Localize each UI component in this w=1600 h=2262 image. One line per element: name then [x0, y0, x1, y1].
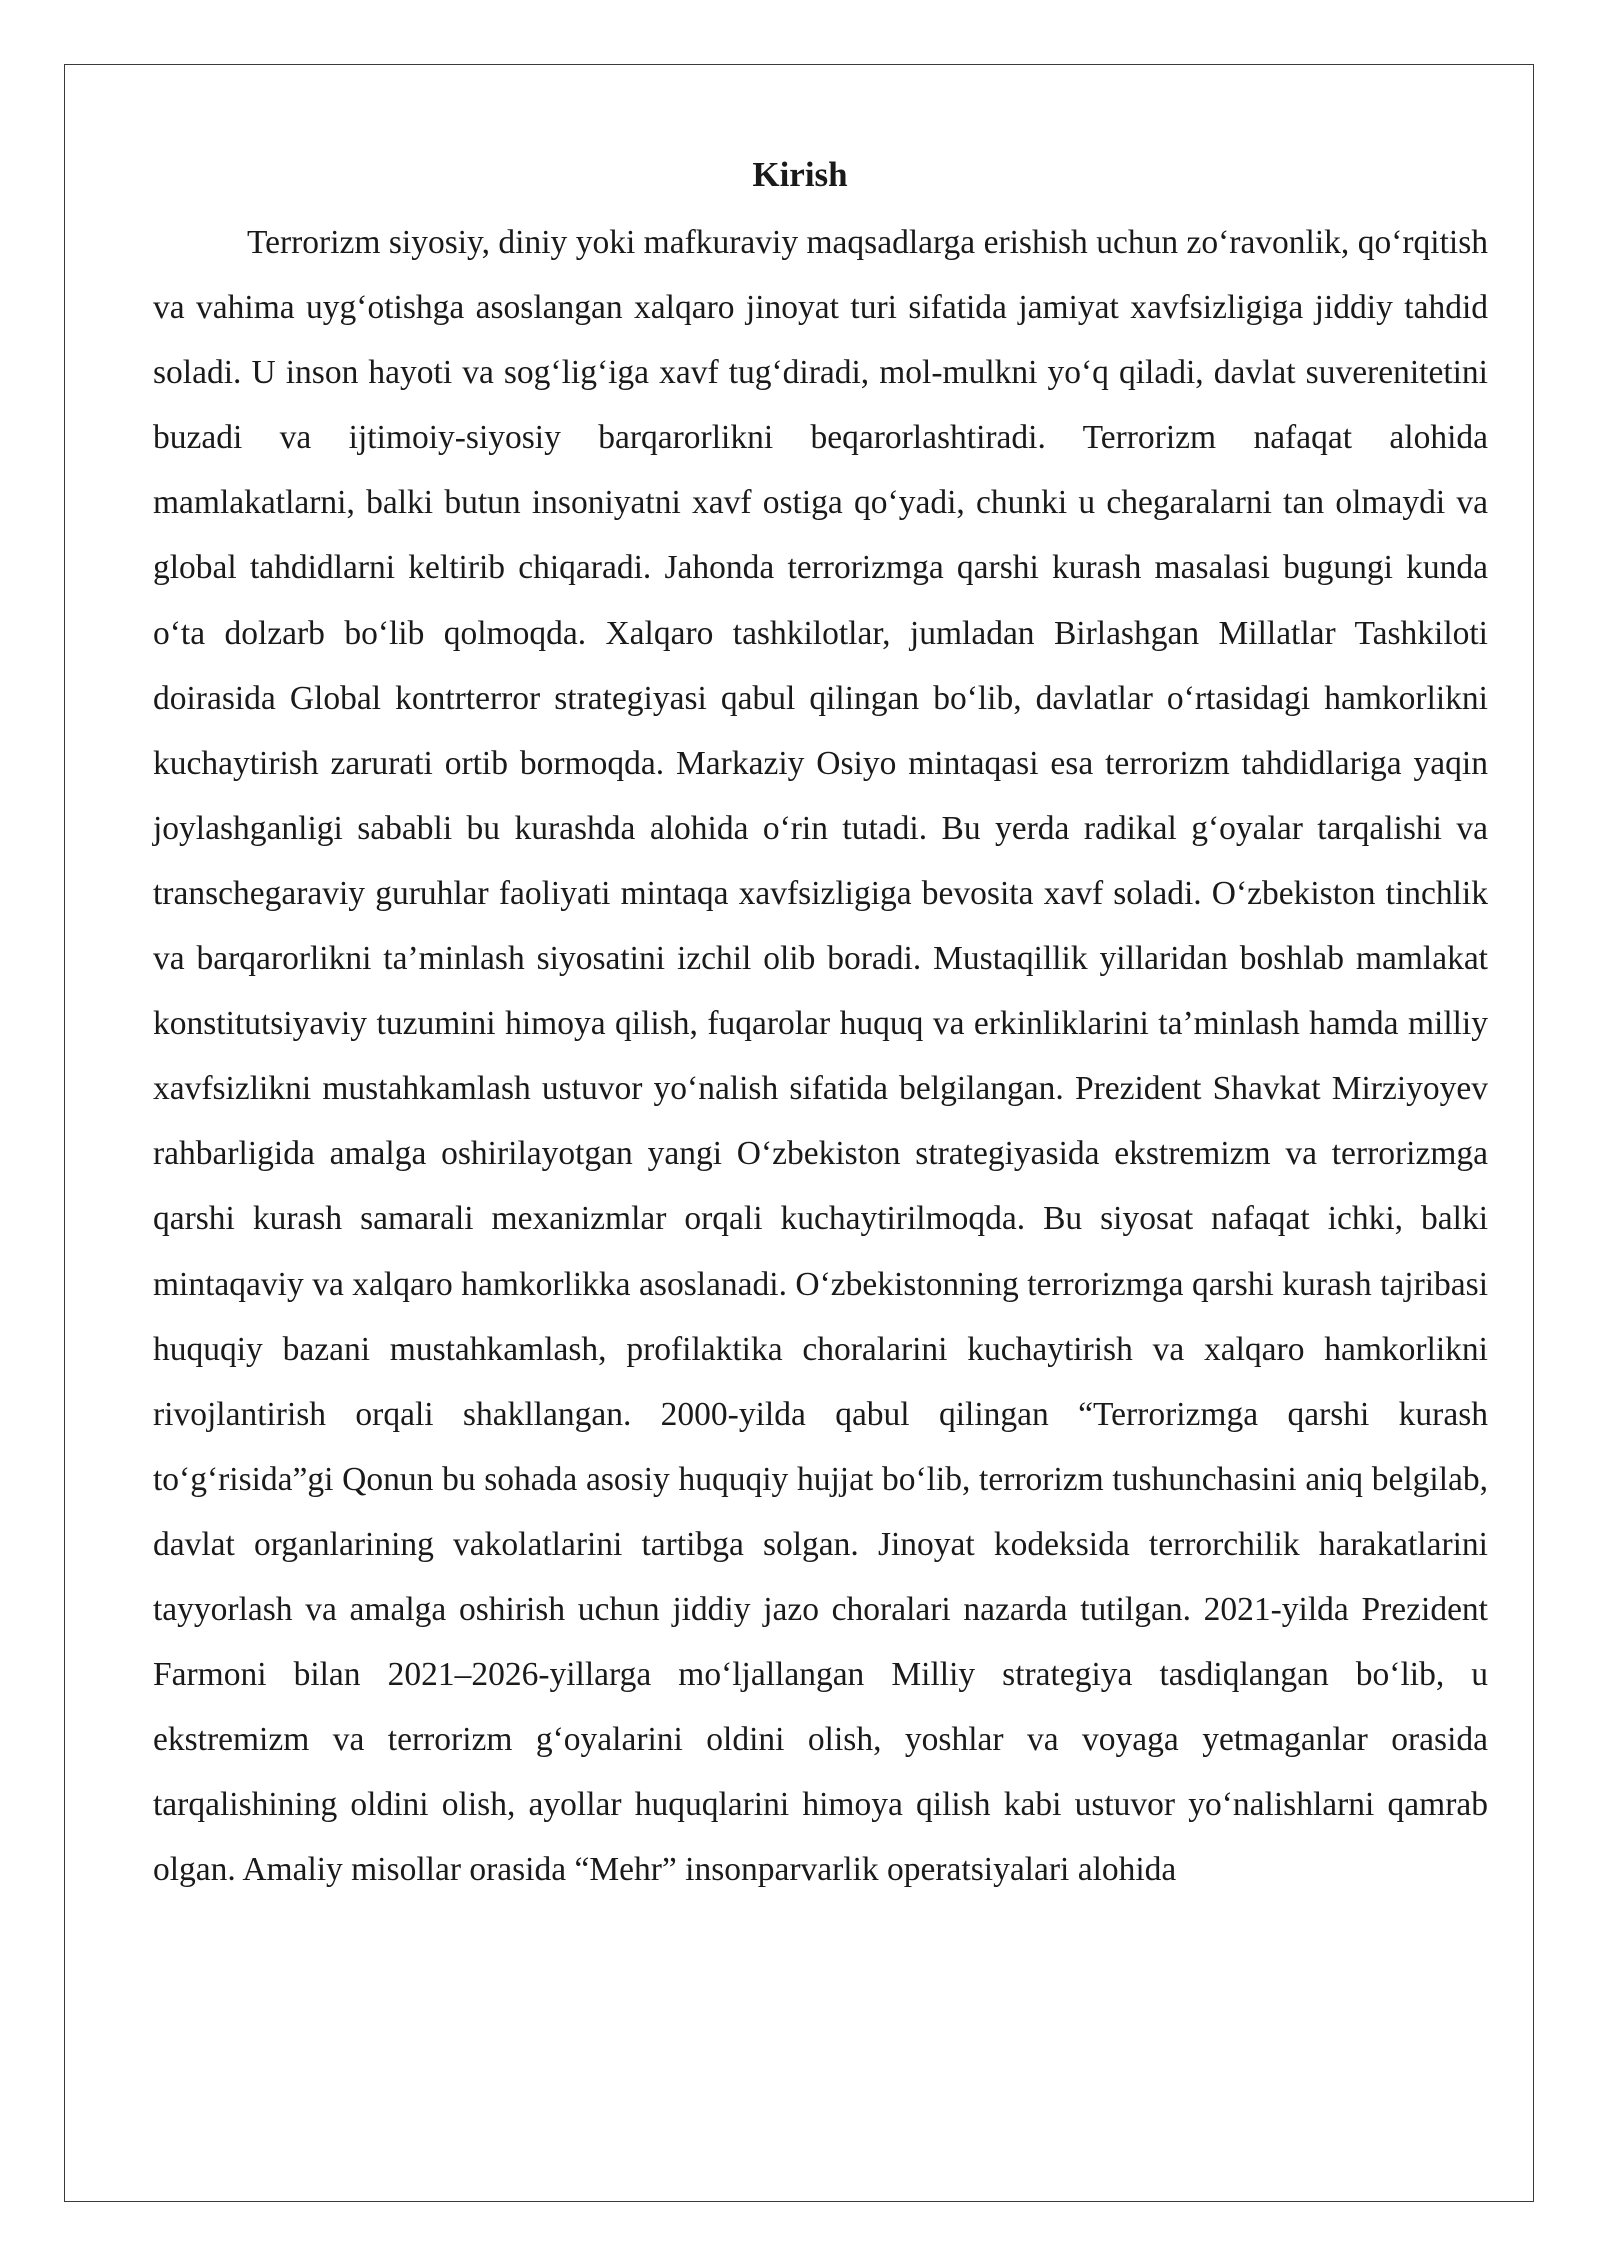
document-title: Kirish: [752, 155, 848, 194]
body-paragraph: Terrorizm siyosiy, diniy yoki mafkuraviy maqsadlarga erishish uchun zo‘ravonlik, qo‘rqitish va vahima uyg‘otishga asoslangan xalqaro jinoyat turi sifatida jamiyat xavfsizligiga jiddiy tahdid soladi. U inson hayoti va sog‘lig‘iga xavf tug‘diradi, mol-mulkni yo‘q qiladi, davlat suverenitetini buzadi va ijtimoiy-siyosiy barqarorlikni beqarorlashtiradi. Terrorizm nafaqat alohida mamlakatlarni, balki butun insoniyatni xavf ostiga qo‘yadi, chunki u chegaralarni tan olmaydi va global tahdidlarni keltirib chiqaradi. Jahonda terrorizmga qarshi kurash masalasi bugungi kunda o‘ta dolzarb bo‘lib qolmoqda. Xalqaro tashkilotlar, jumladan Birlashgan Millatlar Tashkiloti doirasida Global kontrterror strategiyasi qabul qilingan bo‘lib, davlatlar o‘rtasidagi hamkorlikni kuchaytirish zarurati ortib bormoqda. Markaziy Osiyo mintaqasi esa terrorizm tahdidlariga yaqin joylashganligi sababli bu kurashda alohida o‘rin tutadi. Bu yerda radikal g‘oyalar tarqalishi va transchegaraviy guruhlar faoliyati mintaqa xavfsizligiga bevosita xavf soladi. O‘zbekiston tinchlik va barqarorlikni ta’minlash siyosatini izchil olib boradi. Mustaqillik yillaridan boshlab mamlakat konstitutsiyaviy tuzumini himoya qilish, fuqarolar huquq va erkinliklarini ta’minlash hamda milliy xavfsizlikni mustahkamlash ustuvor yo‘nalish sifatida belgilangan. Prezident Shavkat Mirziyoyev rahbarligida amalga oshirilayotgan yangi O‘zbekiston strategiyasida ekstremizm va terrorizmga qarshi kurash samarali mexanizmlar orqali kuchaytirilmoqda. Bu siyosat nafaqat ichki, balki mintaqaviy va xalqaro hamkorlikka asoslanadi. O‘zbekistonning terrorizmga qarshi kurash tajribasi huquqiy bazani mustahkamlash, profilaktika choralarini kuchaytirish va xalqaro hamkorlikni rivojlantirish orqali shakllangan. 2000-yilda qabul qilingan “Terrorizmga qarshi kurash to‘g‘risida”gi Qonun bu sohada asosiy huquqiy hujjat bo‘lib, terrorizm tushunchasini aniq belgilab, davlat organlarining vakolatlarini tartibga solgan. Jinoyat kodeksida terrorchilik harakatlarini tayyorlash va amalga oshirish uchun jiddiy jazo choralari nazarda tutilgan. 2021-yilda Prezident Farmoni bilan 2021–2026-yillarga mo‘ljallangan Milliy strategiya tasdiqlangan bo‘lib, u ekstremizm va terrorizm g‘oyalarini oldini olish, yoshlar va voyaga yetmaganlar orasida tarqalishining oldini olish, ayollar huquqlarini himoya qilish kabi ustuvor yo‘nalishlarni qamrab olgan. Amaliy misollar orasida “Mehr” insonparvarlik operatsiyalari alohida: [153, 224, 1488, 1889]
